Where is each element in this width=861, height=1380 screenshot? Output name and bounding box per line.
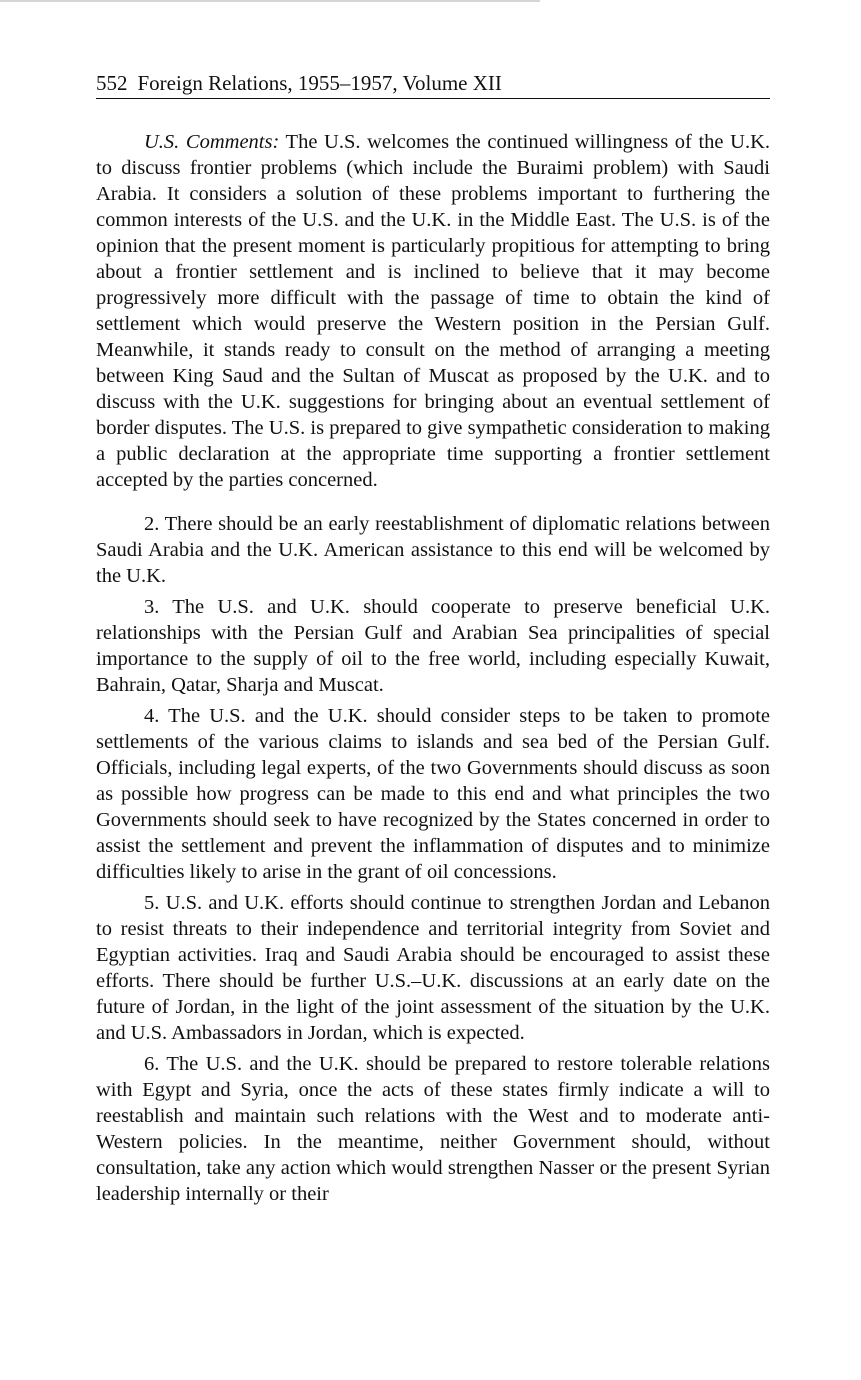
running-head-title: Foreign Relations, 1955–1957, Volume XII	[137, 71, 502, 95]
running-head	[96, 70, 770, 99]
us-comments-text: The U.S. welcomes the continued willingness of the U.K. to discuss frontier problems (which include the Buraimi problem) with Saudi Arabia. It considers a solution of these problems important to furthering the common interests of the U.S. and the U.K. in the Middle East. The U.S. is of the opinion that the present moment is particularly propitious for attempting to bring about a frontier settlement and is inclined to believe that it may become progressively more difficult with the passage of time to obtain the kind of settlement which would preserve the Western position in the Persian Gulf. Meanwhile, it stands ready to consult on the method of arranging a meeting between King Saud and the Sultan of Muscat as proposed by the U.K. and to discuss with the U.K. suggestions for bringing about an eventual settlement of border disputes. The U.S. is prepared to give sympathetic consideration to making a public declaration at the appropriate time supporting a frontier settlement accepted by the parties concerned.	[96, 131, 771, 491]
paragraph-item-4: 4. The U.S. and the U.K. should consider steps to be taken to promote settlements of the various claims to islands and sea bed of the Persian Gulf. Officials, including legal experts, of the two Governments should discuss as soon as possible how progress can be made to this end and what principles the two Governments should seek to have recognized by the States concerned in order to assist the settlement and prevent the inflammation of disputes and to minimize difficulties likely to arise in the grant of oil concessions.	[96, 705, 770, 883]
document-page	[96, 70, 770, 1207]
body-text	[96, 129, 770, 1207]
paragraph-item-5: 5. U.S. and U.K. efforts should continue to strengthen Jordan and Lebanon to resist threats to their independence and territorial integrity from Soviet and Egyptian activities. Iraq and Saudi Arabia should be encouraged to assist these efforts. There should be further U.S.–U.K. discussions at an early date on the future of Jordan, in the light of the joint assessment of the situation by the U.K. and U.S. Ambassadors in Jordan, which is expected.	[96, 892, 770, 1044]
us-comments-lead-in: U.S. Comments:	[144, 131, 280, 153]
paragraph-item-3: 3. The U.S. and U.K. should cooperate to preserve beneficial U.K. relationships with the Persian Gulf and Arabian Sea principalities of special importance to the supply of oil to the free world, including especially Kuwait, Bahrain, Qatar, Sharja and Muscat.	[96, 596, 770, 696]
paragraph-item-2: 2. There should be an early reestablishment of diplomatic relations between Saudi Arabia and the U.K. American assistance to this end will be welcomed by the U.K.	[96, 513, 770, 587]
paragraph-item-6: 6. The U.S. and the U.K. should be prepared to restore tolerable relations with Egypt and Syria, once the acts of these states firmly indicate a will to reestablish and maintain such relations with the West and to moderate anti-Western policies. In the meantime, neither Government should, without consultation, take any action which would strengthen Nasser or the present Syrian leadership internally or their	[96, 1053, 770, 1205]
page-number: 552	[96, 71, 128, 95]
scan-top-edge	[0, 0, 540, 2]
paragraph-us-comments	[96, 129, 770, 493]
